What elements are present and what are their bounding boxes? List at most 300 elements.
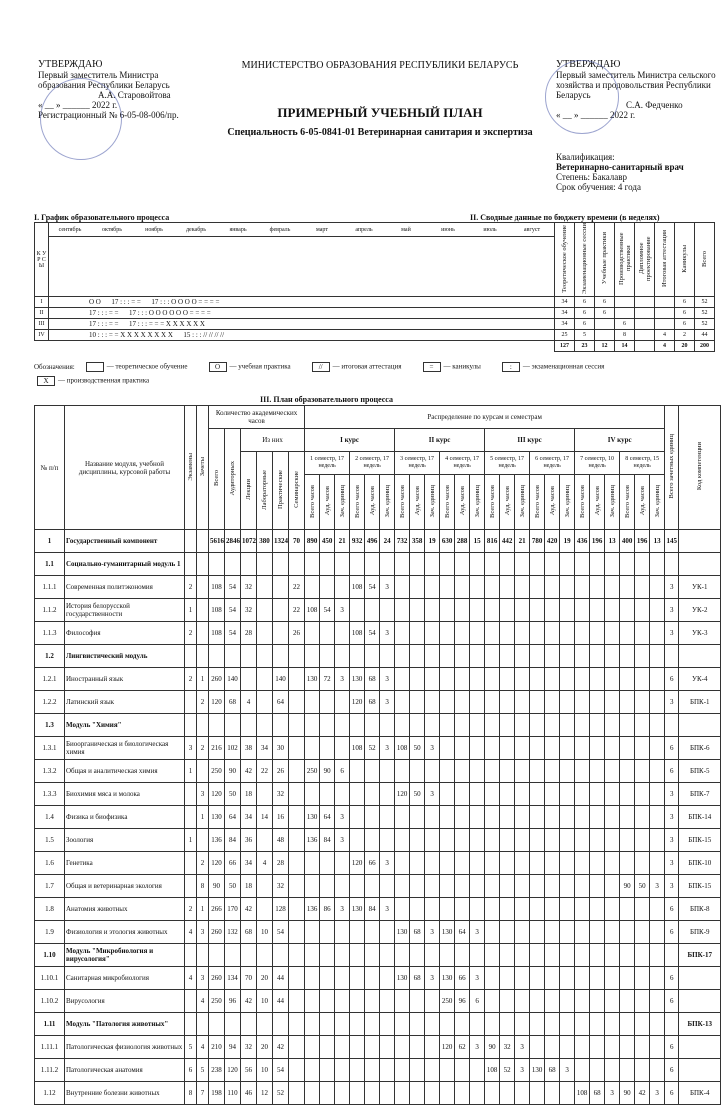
row-semester-cell: [485, 691, 500, 714]
row-semester-cell: [320, 737, 335, 760]
row-ex: [185, 714, 197, 737]
row-code: БПК-17: [679, 944, 721, 967]
row-semester-cell: [470, 576, 485, 599]
col-name: Название модуля, учебной дисциплины, курсовой работы: [65, 406, 185, 530]
page-title: ПРИМЕРНЫЙ УЧЕБНЫЙ ПЛАН: [277, 105, 483, 120]
row-semester-cell: [440, 576, 455, 599]
section3-title: III. План образовательного процесса: [260, 395, 393, 404]
row-semester-cell: [635, 668, 650, 691]
table-row: [35, 852, 721, 875]
row-semester-cell: [470, 806, 485, 829]
row-ze: [665, 944, 679, 967]
semester-subheader: Зач. единиц: [473, 484, 481, 518]
course-summary-cell: [655, 319, 675, 330]
semester-subheader: Всего часов: [533, 484, 541, 518]
qualification-block: [556, 152, 721, 192]
row-semester-cell: [365, 875, 380, 898]
row-tot: 238: [209, 1059, 225, 1082]
row-semester-cell: 68: [365, 668, 380, 691]
row-aud: [225, 1013, 241, 1036]
row-semester-cell: [500, 944, 515, 967]
row-semester-cell: [605, 967, 620, 990]
row-ex: [185, 645, 197, 668]
row-semester-cell: [410, 806, 425, 829]
row-semester-cell: 90: [320, 760, 335, 783]
row-semester-cell: [395, 875, 410, 898]
semester-subheader: Ауд. часов: [413, 486, 421, 516]
row-semester-cell: [650, 898, 665, 921]
row-semester-cell: [650, 622, 665, 645]
legend-label: — теоретическое обучение: [106, 362, 188, 371]
row-semester-cell: 86: [320, 898, 335, 921]
row-semester-cell: [380, 806, 395, 829]
row-code: УК-2: [679, 599, 721, 622]
row-tot: [209, 944, 225, 967]
degree: Степень: Бакалавр: [556, 172, 628, 182]
row-zt: 4: [197, 990, 209, 1013]
row-semester-cell: [635, 990, 650, 1013]
row-semester-cell: [380, 1013, 395, 1036]
row-semester-cell: 3: [515, 1059, 530, 1082]
row-semester-cell: [515, 645, 530, 668]
row-semester-cell: [620, 806, 635, 829]
row-semester-cell: 50: [410, 737, 425, 760]
col-exams: Экзамены: [187, 452, 194, 481]
summary-header: Дипломное проектирование: [637, 236, 652, 281]
row-number: 1.11.1: [35, 1036, 65, 1059]
row-aud: 50: [225, 783, 241, 806]
row-semester-cell: [635, 806, 650, 829]
col-total: Всего: [213, 470, 220, 486]
row-name: Общая и ветеринарная экология: [65, 875, 185, 898]
row-semester-cell: 3: [335, 668, 350, 691]
table-row: [35, 737, 721, 760]
row-semester-cell: [470, 898, 485, 921]
row-semester-cell: 13: [605, 530, 620, 553]
row-semester-cell: [635, 622, 650, 645]
row-semester-cell: [440, 714, 455, 737]
semester-subheader: Ауд. часов: [548, 486, 556, 516]
row-semester-cell: [485, 714, 500, 737]
approve-left-title: УТВЕРЖДАЮ: [38, 59, 103, 70]
row-semester-cell: 130: [305, 668, 320, 691]
row-pr: 32: [273, 875, 289, 898]
row-semester-cell: [530, 944, 545, 967]
row-semester-cell: [320, 875, 335, 898]
row-semester-cell: [470, 737, 485, 760]
row-ze: [665, 645, 679, 668]
row-ex: 2: [185, 668, 197, 691]
row-semester-cell: [500, 553, 515, 576]
row-semester-cell: [440, 1059, 455, 1082]
row-lec: 34: [241, 806, 257, 829]
table-row: [35, 944, 721, 967]
legend-item: [420, 362, 481, 372]
row-pr: 64: [273, 691, 289, 714]
legend-symbol: =: [423, 362, 441, 372]
row-ze: 6: [665, 921, 679, 944]
row-semester-cell: [380, 944, 395, 967]
table-row: [35, 599, 721, 622]
col-lab: Лабораторные: [261, 469, 268, 510]
course-number: I: [35, 297, 49, 308]
row-ze: [665, 1013, 679, 1036]
row-semester-cell: [410, 852, 425, 875]
row-ex: 5: [185, 1036, 197, 1059]
row-code: БПК-15: [679, 875, 721, 898]
row-code: [679, 1059, 721, 1082]
specialty: Специальность 6-05-0841-01 Ветеринарная санитария и экспертиза: [227, 127, 533, 138]
row-semester-cell: 68: [590, 1082, 605, 1105]
row-semester-cell: [560, 875, 575, 898]
row-sem: [289, 1082, 305, 1105]
semester-subheader: Всего часов: [308, 484, 316, 518]
summary-total-cell: 20: [675, 341, 695, 352]
month-label: декабрь: [186, 226, 206, 233]
course1: I курс: [305, 429, 395, 452]
row-semester-cell: [455, 622, 470, 645]
row-semester-cell: [560, 944, 575, 967]
legend-title: Обозначения:: [34, 362, 75, 371]
row-semester-cell: 130: [350, 668, 365, 691]
row-sem: [289, 990, 305, 1013]
legend-label: — производственная практика: [58, 376, 150, 385]
row-semester-cell: [590, 1013, 605, 1036]
row-semester-cell: [410, 1036, 425, 1059]
row-zt: 3: [197, 783, 209, 806]
row-ze: 3: [665, 852, 679, 875]
row-sem: [289, 829, 305, 852]
section1-title: I. График образовательного процесса: [34, 213, 170, 222]
row-semester-cell: [575, 737, 590, 760]
row-semester-cell: [545, 1036, 560, 1059]
row-name: Вирусология: [65, 990, 185, 1013]
row-semester-cell: [365, 553, 380, 576]
row-semester-cell: 3: [470, 1036, 485, 1059]
row-semester-cell: [635, 898, 650, 921]
row-zt: 1: [197, 806, 209, 829]
row-lec: [241, 553, 257, 576]
row-semester-cell: [455, 576, 470, 599]
row-name: Модуль "Химия": [65, 714, 185, 737]
row-semester-cell: [515, 944, 530, 967]
row-semester-cell: [530, 576, 545, 599]
row-ze: 145: [665, 530, 679, 553]
row-lab: [257, 783, 273, 806]
semester-subheader: Ауд. часов: [593, 486, 601, 516]
row-number: 1.5: [35, 829, 65, 852]
row-semester-cell: [320, 783, 335, 806]
row-semester-cell: [500, 783, 515, 806]
row-semester-cell: [530, 1036, 545, 1059]
row-semester-cell: [575, 668, 590, 691]
row-semester-cell: [485, 783, 500, 806]
row-semester-cell: [320, 990, 335, 1013]
row-semester-cell: [455, 645, 470, 668]
row-zt: 4: [197, 1036, 209, 1059]
course-summary-cell: 52: [695, 297, 715, 308]
table-row: [35, 714, 721, 737]
row-semester-cell: [470, 1013, 485, 1036]
row-semester-cell: [635, 737, 650, 760]
row-ze: [665, 714, 679, 737]
row-name: Современная политэкономия: [65, 576, 185, 599]
row-lec: 56: [241, 1059, 257, 1082]
row-semester-cell: [635, 829, 650, 852]
semester-subheader: Ауд. часов: [323, 486, 331, 516]
course-summary-cell: [615, 297, 635, 308]
row-semester-cell: [440, 806, 455, 829]
row-semester-cell: [635, 1059, 650, 1082]
col-code: Код компетенции: [696, 442, 704, 491]
semester-label: 3 семестр, 17 недель: [395, 452, 440, 475]
row-semester-cell: [320, 944, 335, 967]
row-semester-cell: 120: [395, 783, 410, 806]
row-zt: [197, 714, 209, 737]
row-sem: [289, 875, 305, 898]
row-name: Модуль "Патология животных": [65, 1013, 185, 1036]
row-semester-cell: [545, 553, 560, 576]
row-semester-cell: [650, 1013, 665, 1036]
col-total-ze: Всего зачетных единиц: [668, 434, 676, 499]
row-semester-cell: [620, 1036, 635, 1059]
row-semester-cell: [560, 967, 575, 990]
table-row: [35, 530, 721, 553]
row-semester-cell: [620, 783, 635, 806]
row-number: 1.1.2: [35, 599, 65, 622]
row-semester-cell: [350, 921, 365, 944]
row-semester-cell: [410, 944, 425, 967]
row-semester-cell: [380, 714, 395, 737]
row-semester-cell: [530, 990, 545, 1013]
row-semester-cell: [485, 622, 500, 645]
month-label: апрель: [355, 226, 373, 233]
row-sem: [289, 1036, 305, 1059]
row-semester-cell: [560, 1013, 575, 1036]
row-number: 1.3.3: [35, 783, 65, 806]
row-sem: 70: [289, 530, 305, 553]
row-semester-cell: [365, 921, 380, 944]
row-semester-cell: [575, 967, 590, 990]
row-semester-cell: 108: [575, 1082, 590, 1105]
row-semester-cell: [455, 737, 470, 760]
row-code: [679, 967, 721, 990]
row-ze: 6: [665, 737, 679, 760]
row-code: БПК-14: [679, 806, 721, 829]
row-semester-cell: [515, 737, 530, 760]
row-semester-cell: [425, 1059, 440, 1082]
ministry-heading: МИНИСТЕРСТВО ОБРАЗОВАНИЯ РЕСПУБЛИКИ БЕЛАРУСЬ: [241, 60, 519, 71]
month-label: сентябрь: [58, 226, 82, 233]
row-ex: [185, 990, 197, 1013]
row-semester-cell: [320, 1082, 335, 1105]
courses-label: К У Р С Ы: [35, 223, 49, 297]
row-semester-cell: [605, 1036, 620, 1059]
row-semester-cell: [335, 944, 350, 967]
row-aud: [225, 944, 241, 967]
course-summary-cell: 6: [595, 297, 615, 308]
row-semester-cell: [395, 806, 410, 829]
row-semester-cell: [545, 990, 560, 1013]
row-semester-cell: [365, 645, 380, 668]
row-semester-cell: [305, 875, 320, 898]
row-semester-cell: [350, 1036, 365, 1059]
row-zt: [197, 553, 209, 576]
row-semester-cell: [395, 1013, 410, 1036]
row-semester-cell: 42: [635, 1082, 650, 1105]
row-name: Модуль "Микробиология и вирусология": [65, 944, 185, 967]
col-hours: Количество академических часов: [209, 406, 305, 429]
row-semester-cell: [515, 553, 530, 576]
row-semester-cell: [515, 875, 530, 898]
row-semester-cell: [335, 553, 350, 576]
row-zt: [197, 530, 209, 553]
row-semester-cell: [455, 783, 470, 806]
row-zt: [197, 944, 209, 967]
course-schedule: О О 17 : : : = = 17 : : : О О О О = = = =: [49, 297, 555, 308]
row-semester-cell: [605, 760, 620, 783]
row-semester-cell: [485, 645, 500, 668]
row-semester-cell: [350, 1082, 365, 1105]
row-lab: [257, 668, 273, 691]
semester-subheader: Ауд. часов: [638, 486, 646, 516]
semester-subheader: Всего часов: [623, 484, 631, 518]
section2-title: II. Сводные данные по бюджету времени (в неделях): [470, 213, 660, 222]
row-semester-cell: [620, 714, 635, 737]
row-aud: [225, 645, 241, 668]
row-aud: 84: [225, 829, 241, 852]
row-semester-cell: [650, 599, 665, 622]
row-semester-cell: [635, 944, 650, 967]
row-lab: 4: [257, 852, 273, 875]
row-ze: 6: [665, 1059, 679, 1082]
row-semester-cell: [455, 760, 470, 783]
row-pr: 54: [273, 1059, 289, 1082]
course-summary-cell: 6: [675, 297, 695, 308]
row-semester-cell: [560, 1082, 575, 1105]
row-aud: 96: [225, 990, 241, 1013]
row-aud: 134: [225, 967, 241, 990]
row-semester-cell: [335, 852, 350, 875]
row-semester-cell: [410, 829, 425, 852]
row-semester-cell: [545, 967, 560, 990]
row-semester-cell: [305, 691, 320, 714]
row-zt: 8: [197, 875, 209, 898]
row-semester-cell: [350, 760, 365, 783]
legend-label: — итоговая аттестация: [332, 362, 402, 371]
course-summary-cell: [615, 308, 635, 319]
row-semester-cell: [575, 1013, 590, 1036]
row-semester-cell: [515, 852, 530, 875]
row-lec: 1072: [241, 530, 257, 553]
row-tot: 108: [209, 622, 225, 645]
table-row: [35, 645, 721, 668]
row-semester-cell: 3: [650, 1082, 665, 1105]
row-semester-cell: [485, 990, 500, 1013]
row-semester-cell: [620, 553, 635, 576]
row-semester-cell: [410, 898, 425, 921]
col-distribution: Распределение по курсам и семестрам: [305, 406, 665, 429]
row-semester-cell: 130: [530, 1059, 545, 1082]
duration: Срок обучения: 4 года: [556, 182, 641, 192]
row-semester-cell: [425, 622, 440, 645]
row-semester-cell: 3: [380, 691, 395, 714]
legend-symbol: :: [502, 362, 520, 372]
course-summary-cell: 6: [675, 319, 695, 330]
row-semester-cell: 66: [455, 967, 470, 990]
row-lec: 32: [241, 1036, 257, 1059]
row-tot: 136: [209, 829, 225, 852]
row-semester-cell: [515, 714, 530, 737]
course-row: [35, 308, 715, 319]
row-semester-cell: [620, 990, 635, 1013]
row-semester-cell: [650, 967, 665, 990]
row-semester-cell: 130: [350, 898, 365, 921]
row-semester-cell: [515, 691, 530, 714]
row-name: Генетика: [65, 852, 185, 875]
row-ze: 6: [665, 898, 679, 921]
row-semester-cell: [305, 1036, 320, 1059]
course-schedule: 17 : : : = = 17 : : : О О О О О О = = = =: [49, 308, 555, 319]
summary-total-cell: 4: [655, 341, 675, 352]
row-semester-cell: [545, 783, 560, 806]
legend-label: — экзаменационная сессия: [522, 362, 605, 371]
row-sem: [289, 852, 305, 875]
approve-left-date: « __ » ______ 2022 г.: [38, 100, 118, 110]
row-aud: 94: [225, 1036, 241, 1059]
row-semester-cell: 3: [425, 783, 440, 806]
row-semester-cell: [425, 829, 440, 852]
row-semester-cell: [320, 645, 335, 668]
row-semester-cell: [560, 783, 575, 806]
row-semester-cell: [470, 944, 485, 967]
row-semester-cell: 120: [440, 1036, 455, 1059]
row-lec: 42: [241, 898, 257, 921]
row-semester-cell: [545, 944, 560, 967]
row-semester-cell: [515, 576, 530, 599]
row-semester-cell: [530, 967, 545, 990]
row-semester-cell: [620, 898, 635, 921]
row-ex: 3: [185, 737, 197, 760]
row-semester-cell: 3: [650, 875, 665, 898]
row-semester-cell: [650, 944, 665, 967]
row-semester-cell: [365, 944, 380, 967]
table-row: [35, 921, 721, 944]
row-semester-cell: [530, 875, 545, 898]
legend-symbol: [86, 362, 104, 372]
table-row: [35, 760, 721, 783]
row-sem: [289, 967, 305, 990]
row-lec: 4: [241, 691, 257, 714]
row-semester-cell: [530, 898, 545, 921]
row-semester-cell: [425, 1013, 440, 1036]
stamp-right: [545, 60, 619, 134]
row-tot: [209, 553, 225, 576]
row-semester-cell: 400: [620, 530, 635, 553]
row-semester-cell: [605, 1059, 620, 1082]
row-semester-cell: 3: [425, 921, 440, 944]
row-ex: 1: [185, 760, 197, 783]
row-semester-cell: [350, 990, 365, 1013]
row-semester-cell: [530, 1082, 545, 1105]
course-summary-cell: [595, 319, 615, 330]
row-lec: 18: [241, 783, 257, 806]
row-semester-cell: [620, 622, 635, 645]
row-semester-cell: [575, 783, 590, 806]
row-semester-cell: [410, 875, 425, 898]
table-row: [35, 553, 721, 576]
row-semester-cell: [650, 1059, 665, 1082]
